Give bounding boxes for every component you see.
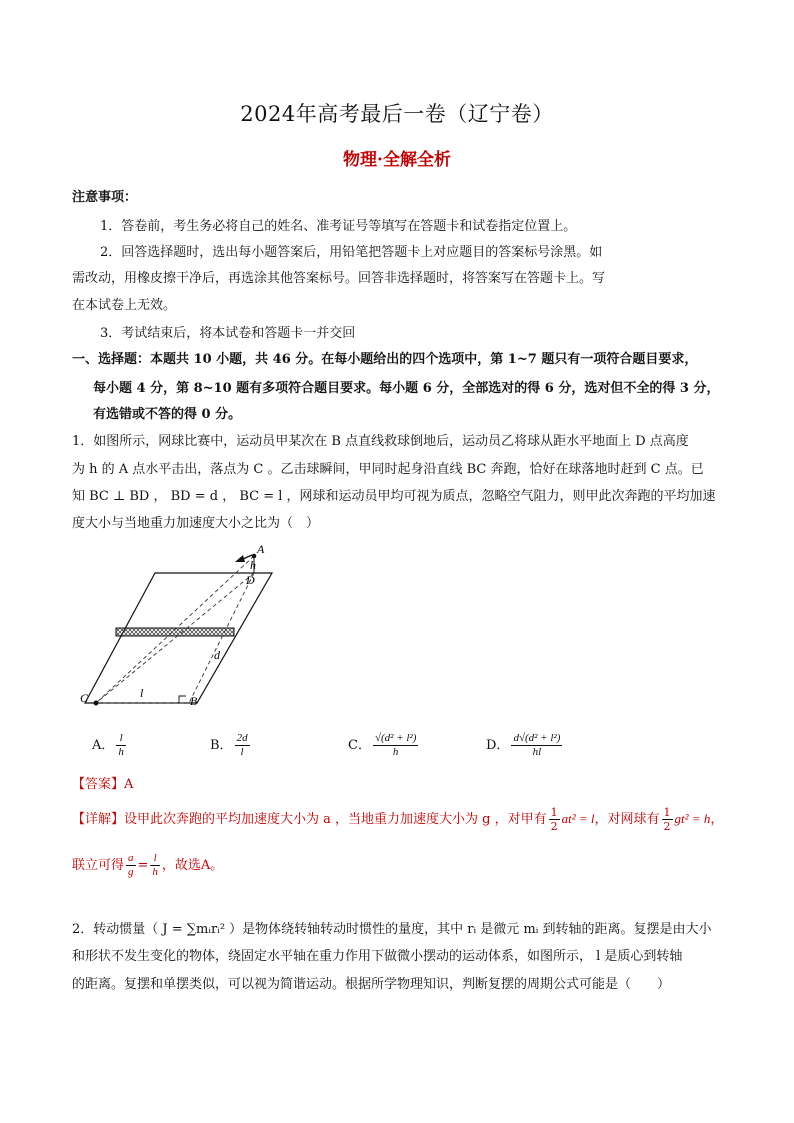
option-c-label: C． bbox=[348, 738, 371, 753]
option-b-label: B． bbox=[210, 738, 233, 753]
detail-f1-den: 2 bbox=[550, 820, 558, 833]
option-c-numerator: √(d² + l²) bbox=[374, 732, 417, 744]
option-b-denominator: l bbox=[240, 746, 244, 758]
section-1-line-3: 有选错或不答的得 0 分。 bbox=[93, 407, 242, 422]
point-C-dot bbox=[94, 701, 99, 706]
detail-eq-2: gt² = h bbox=[674, 811, 711, 826]
detail-f2-den: 2 bbox=[663, 820, 671, 833]
detail-text-3: ， bbox=[710, 812, 724, 827]
option-a-denominator: h bbox=[118, 746, 124, 758]
detail-eq-1: at² = l bbox=[561, 811, 595, 826]
label-B: B bbox=[190, 694, 198, 708]
notice-item-3: 3．考试结束后，将本试卷和答题卡一并交回 bbox=[100, 326, 356, 341]
section-1-line-1: 一、选择题：本题共 10 小题，共 46 分。在每小题给出的四个选项中，第 1~7 题只有一项符合题目要求， bbox=[72, 352, 698, 367]
option-d-label: D． bbox=[486, 738, 510, 753]
q1-stem-line-4: 度大小与当地重力加速度大小之比为（ ） bbox=[72, 516, 320, 531]
q1-option-b bbox=[210, 732, 252, 759]
label-D: D bbox=[246, 573, 255, 587]
detail-tag: 【详解】 bbox=[72, 812, 125, 827]
conclude-f2-den: h bbox=[152, 866, 158, 878]
option-c-denominator: h bbox=[392, 746, 399, 758]
option-d-denominator: hl bbox=[532, 746, 542, 758]
detail-text-2: ，对网球有 bbox=[594, 812, 660, 827]
q1-stem-line-2: 为 h 的 A 点水平击出，落点为 C 。乙击球瞬间，甲同时起身沿直线 BC 奔跑，恰好在球落地时赶到 C 点。已 bbox=[72, 462, 704, 477]
detail-f1-num: 1 bbox=[550, 806, 558, 819]
page-subtitle: 物理·全解全析 bbox=[343, 150, 451, 170]
option-b-numerator: 2d bbox=[236, 732, 248, 744]
option-d-numerator: d√(d² + l²) bbox=[513, 732, 561, 744]
option-a-fraction bbox=[116, 732, 126, 759]
detail-fraction-1 bbox=[549, 806, 560, 833]
q1-answer: 【答案】A bbox=[72, 777, 134, 792]
detail-f2-num: 1 bbox=[663, 806, 671, 819]
q1-detail-line bbox=[72, 806, 723, 833]
line-DB bbox=[189, 573, 254, 703]
conclude-fraction-1 bbox=[126, 852, 136, 879]
q1-option-c bbox=[348, 732, 420, 759]
right-angle-mark bbox=[179, 696, 186, 703]
conclude-f2-num: l bbox=[150, 852, 160, 866]
notice-item-2-line-1: 2．回答选择题时，选出每小题答案后，用铅笔把答题卡上对应题目的答案标号涂黑。如 bbox=[100, 245, 603, 260]
conclude-eq: = bbox=[137, 858, 149, 873]
page-title: 2024年高考最后一卷（辽宁卷） bbox=[240, 102, 554, 126]
option-b-fraction bbox=[235, 732, 250, 759]
label-h: h bbox=[250, 558, 256, 572]
conclude-text-1: 联立可得 bbox=[72, 858, 125, 873]
option-c-fraction bbox=[373, 732, 418, 759]
conclude-fraction-2 bbox=[150, 852, 160, 879]
conclude-f1-num: a bbox=[128, 852, 134, 864]
label-d: d bbox=[214, 648, 220, 662]
notice-heading: 注意事项： bbox=[72, 190, 138, 205]
option-a-numerator: l bbox=[116, 732, 126, 746]
notice-item-2-line-3: 在本试卷上无效。 bbox=[72, 298, 177, 313]
q1-option-a bbox=[92, 732, 128, 759]
option-a-label: A． bbox=[92, 738, 115, 753]
section-1-line-2: 每小题 4 分，第 8~10 题有多项符合题目要求。每小题 6 分，全部选对的得 6 分，选对但不全的得 3 分， bbox=[93, 381, 720, 396]
conclude-f1-den: g bbox=[128, 866, 134, 878]
q1-stem-line-3: 知 BC ⊥ BD ， BD = d ， BC = l ，网球和运动员甲均可视为质点，忽略空气阻力，则甲此次奔跑的平均加速 bbox=[72, 489, 716, 504]
q1-tennis-court-figure bbox=[80, 540, 290, 715]
label-C: C bbox=[80, 691, 89, 705]
conclude-text-2: ，故选A。 bbox=[161, 858, 224, 873]
detail-fraction-2 bbox=[662, 806, 673, 833]
label-A: A bbox=[257, 542, 265, 556]
q2-stem-line-3: 的距离。复摆和单摆类似，可以视为简谐运动。根据所学物理知识，判断复摆的周期公式可能是（ ） bbox=[72, 977, 671, 992]
arrow-head bbox=[235, 555, 245, 562]
q1-stem-line-1: 1．如图所示，网球比赛中，运动员甲某次在 B 点直线救球倒地后，运动员乙将球从距水平地面上 D 点高度 bbox=[72, 434, 689, 449]
q2-stem-line-1: 2．转动惯量（ J = ∑mᵢrᵢ² ）是物体绕转轴转动时惯性的量度，其中 rᵢ 是微元 mᵢ 到转轴的距离。复摆是由大小 bbox=[72, 922, 712, 937]
notice-item-1: 1．答卷前，考生务必将自己的姓名、准考证号等填写在答题卡和试卷指定位置上。 bbox=[100, 219, 577, 234]
option-d-fraction bbox=[511, 732, 562, 759]
q1-conclusion-line bbox=[72, 852, 223, 879]
notice-item-2-line-2: 需改动，用橡皮擦干净后，再选涂其他答案标号。回答非选择题时，将答案写在答题卡上。写 bbox=[72, 271, 606, 286]
detail-text-1: 设甲此次奔跑的平均加速度大小为 a ，当地重力加速度大小为 g ，对甲有 bbox=[124, 812, 547, 827]
q1-option-d bbox=[486, 732, 564, 759]
q2-stem-line-2: 和形状不发生变化的物体，绕固定水平轴在重力作用下做微小摆动的运动体系，如图所示， l 是质心到转轴 bbox=[72, 949, 683, 964]
label-l: l bbox=[140, 686, 144, 700]
